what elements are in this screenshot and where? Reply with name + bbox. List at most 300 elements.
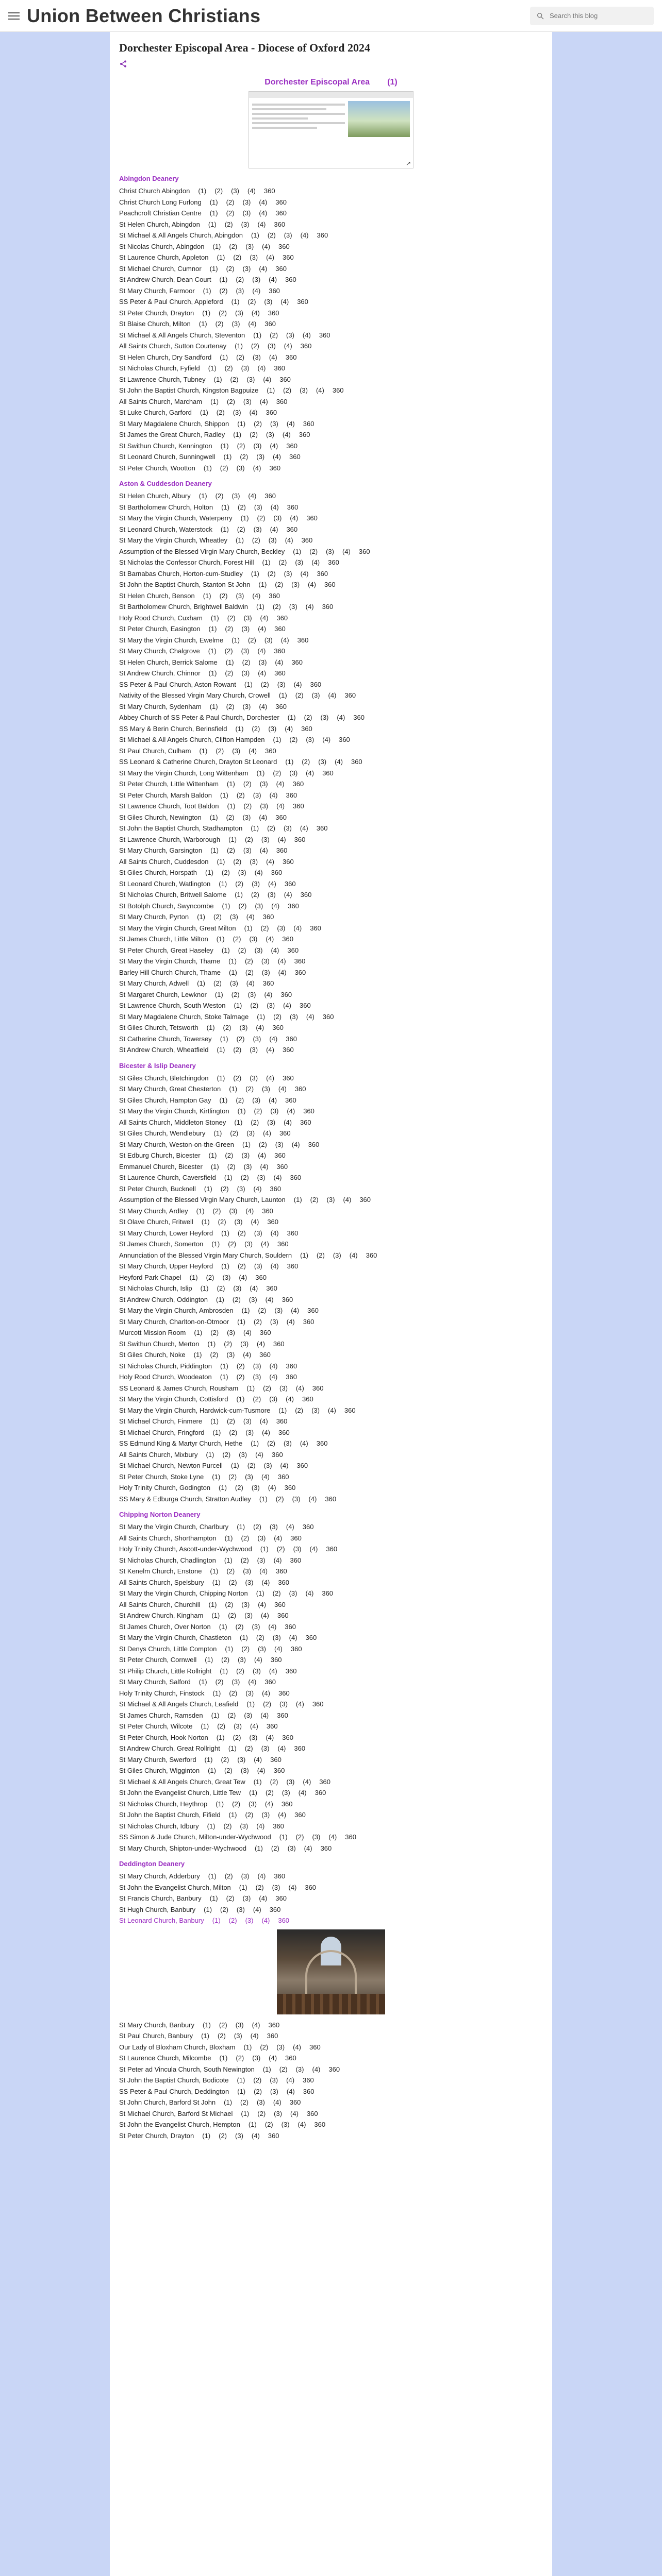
church-link[interactable]: (2) [270,331,278,339]
church-link[interactable]: 360 [266,409,277,416]
church-link[interactable]: (1) [194,1329,203,1336]
church-link[interactable]: (1) [237,1523,245,1531]
church-link[interactable]: (3) [252,1667,261,1675]
church-link[interactable]: (2) [255,1883,264,1891]
church-link[interactable]: 360 [300,1002,311,1009]
church-link[interactable]: (1) [208,364,217,372]
church-link[interactable]: 360 [294,1744,306,1752]
church-link[interactable]: (1) [230,1462,239,1469]
church-link[interactable]: (3) [244,1711,253,1719]
church-link[interactable]: (1) [217,253,225,261]
church-link[interactable]: (3) [243,614,252,622]
church-link[interactable]: (3) [286,1777,295,1786]
church-link[interactable]: (2) [233,1733,241,1741]
church-link[interactable]: (1) [207,1822,216,1830]
church-link[interactable]: (3) [287,1844,296,1852]
church-link[interactable]: 360 [276,1417,288,1425]
church-link[interactable]: (1) [197,913,205,921]
church-link[interactable]: (3) [252,353,261,361]
church-link[interactable]: (2) [224,1767,233,1774]
church-link[interactable]: (1) [209,813,218,821]
church-link[interactable]: (3) [250,1046,258,1054]
church-link[interactable]: (3) [270,1107,279,1115]
church-link[interactable]: (2) [240,2098,249,2106]
church-link[interactable]: (4) [260,1711,269,1719]
church-link[interactable]: 360 [286,1373,297,1381]
church-link[interactable]: 360 [270,1755,282,1764]
church-link[interactable]: (1) [239,1883,247,1891]
church-link[interactable]: (4) [245,1207,254,1215]
church-link[interactable]: (3) [231,1678,240,1686]
church-link[interactable]: (1) [219,1096,228,1104]
church-link[interactable]: (4) [257,220,266,228]
church-link[interactable]: (2) [316,1251,325,1259]
church-link[interactable]: 360 [274,1872,286,1880]
church-link[interactable]: (2) [229,242,238,250]
church-link[interactable]: (4) [246,979,255,987]
church-link[interactable]: (2) [227,1417,235,1425]
church-link[interactable]: (3) [233,1284,242,1292]
church-link[interactable]: (4) [270,442,278,450]
church-link[interactable]: 360 [353,714,365,721]
church-link[interactable]: (3) [311,1406,320,1414]
church-link[interactable]: 360 [297,298,308,306]
church-link[interactable]: (2) [304,714,312,721]
church-link[interactable]: (2) [236,1362,245,1370]
church-link[interactable]: 360 [290,1174,302,1181]
church-link[interactable]: (4) [260,1612,269,1619]
church-link[interactable]: (3) [250,1074,258,1082]
church-link[interactable]: (4) [269,1667,277,1675]
church-link[interactable]: (1) [220,442,229,450]
church-link[interactable]: 360 [358,547,370,555]
church-link[interactable]: (4) [284,891,292,899]
church-link[interactable]: (2) [226,264,235,273]
church-link[interactable]: (2) [247,298,256,306]
church-link[interactable]: (1) [228,957,237,965]
church-link[interactable]: (2) [233,1046,242,1054]
church-link[interactable]: (4) [277,835,286,843]
church-link[interactable]: (3) [253,1373,261,1381]
church-link[interactable]: (2) [224,1340,233,1348]
church-link[interactable]: (4) [286,2076,295,2084]
church-link[interactable]: (2) [278,558,287,566]
church-link[interactable]: (4) [349,1251,358,1259]
church-link[interactable]: (2) [232,1800,241,1808]
church-link[interactable]: 360 [322,603,334,611]
church-link[interactable]: 360 [271,869,283,876]
church-link[interactable]: (2) [254,2087,262,2095]
church-link[interactable]: 360 [268,2021,280,2029]
church-link[interactable]: 360 [296,1462,308,1469]
church-link[interactable]: (3) [243,1162,252,1171]
church-link[interactable]: (3) [252,879,260,888]
church-link[interactable]: (1) [229,1085,238,1093]
church-link[interactable]: (2) [257,514,266,522]
church-link[interactable]: (1) [202,309,211,317]
church-link[interactable]: (1) [208,669,217,677]
church-link[interactable]: (4) [290,514,299,522]
church-link[interactable]: (1) [220,353,228,361]
church-link[interactable]: (4) [248,1678,257,1686]
church-link[interactable]: (4) [308,581,316,588]
church-link[interactable]: (1) [221,1262,229,1270]
church-link[interactable]: 360 [264,320,276,328]
church-link[interactable]: (2) [225,625,234,633]
church-link[interactable]: (2) [237,1262,246,1270]
church-link[interactable]: (4) [266,1074,274,1082]
church-link[interactable]: (3) [289,1589,297,1597]
church-link[interactable]: (4) [271,902,280,910]
church-link[interactable]: (1) [228,835,237,843]
church-link[interactable]: (1) [197,979,205,987]
church-link[interactable]: (4) [271,946,279,954]
church-link[interactable]: 360 [312,1700,324,1708]
church-link[interactable]: (1) [273,736,282,743]
church-link[interactable]: (4) [327,1406,336,1414]
church-link[interactable]: (4) [309,1545,318,1553]
church-link[interactable]: (4) [306,769,315,777]
church-link[interactable]: (4) [284,342,292,350]
church-link[interactable]: 360 [290,1534,302,1542]
church-link[interactable]: (2) [271,1844,279,1852]
church-link[interactable]: (3) [282,1789,290,1797]
church-link[interactable]: (3) [268,724,277,733]
area-name-link[interactable]: Dorchester Episcopal Area [264,78,370,87]
church-link[interactable]: (4) [270,1229,279,1237]
church-link[interactable]: (1) [224,1556,233,1564]
church-link[interactable]: (3) [252,1622,260,1631]
church-link[interactable]: (2) [242,658,251,666]
church-link[interactable]: (4) [280,298,289,306]
church-link[interactable]: (3) [246,375,255,383]
church-link[interactable]: 360 [308,1140,320,1148]
church-link[interactable]: (3) [238,1656,246,1664]
church-link[interactable]: 360 [307,1307,319,1314]
church-link[interactable]: (3) [238,869,246,876]
church-link[interactable]: 360 [272,1024,284,1031]
church-link[interactable]: (4) [261,1578,270,1586]
church-link[interactable]: (3) [326,547,334,555]
church-link[interactable]: (1) [278,1406,287,1414]
church-link[interactable]: (3) [242,1894,251,1902]
church-link[interactable]: (1) [237,2076,245,2084]
church-link[interactable]: (4) [287,1107,295,1115]
church-link[interactable]: (2) [289,736,298,743]
church-link[interactable]: (3) [275,1140,284,1148]
church-link[interactable]: (1) [235,891,243,899]
church-link[interactable]: (2) [236,276,244,283]
church-link[interactable]: (2) [214,187,223,195]
church-link[interactable]: (3) [269,1395,278,1403]
church-link[interactable]: (3) [295,2065,304,2073]
church-link[interactable]: (3) [256,2098,265,2106]
church-link[interactable]: (1) [222,902,230,910]
church-link[interactable]: (4) [268,1484,276,1492]
church-link[interactable]: (2) [241,1645,250,1653]
church-link[interactable]: (4) [276,802,285,810]
church-link[interactable]: (1) [228,1744,237,1752]
church-link[interactable]: (3) [289,603,297,611]
church-link[interactable]: (4) [250,1722,258,1730]
church-link[interactable]: (4) [274,1534,283,1542]
church-link[interactable]: (1) [216,1800,224,1808]
church-link[interactable]: 360 [277,1240,289,1248]
church-link[interactable]: 360 [286,1362,297,1370]
church-link[interactable]: (3) [236,591,244,600]
church-link[interactable]: (4) [257,364,266,372]
church-link[interactable]: (3) [283,824,292,832]
church-link[interactable]: (2) [210,1329,219,1336]
church-link[interactable]: (3) [236,286,244,295]
church-link[interactable]: (2) [219,309,227,317]
church-link[interactable]: 360 [317,569,328,578]
church-link[interactable]: (1) [237,1107,246,1115]
church-link[interactable]: (2) [233,935,241,943]
church-link[interactable]: (2) [224,220,233,228]
church-link[interactable]: (3) [283,1439,292,1447]
church-link[interactable]: (2) [216,409,225,416]
church-link[interactable]: 360 [275,198,287,206]
church-link[interactable]: (2) [236,791,245,799]
church-link[interactable]: (3) [253,525,262,533]
church-link[interactable]: (3) [247,990,256,998]
church-link[interactable]: (4) [337,714,345,721]
church-link[interactable]: 360 [267,1218,279,1226]
church-link[interactable]: (4) [268,879,276,888]
church-link[interactable]: (2) [245,968,254,976]
church-link[interactable]: (4) [269,1373,278,1381]
church-link[interactable]: (2) [253,2076,262,2084]
church-link[interactable]: (3) [242,702,251,710]
church-link[interactable]: (3) [326,1196,335,1204]
church-link[interactable]: (1) [244,924,253,932]
church-link[interactable]: (3) [236,1905,245,1913]
church-link[interactable]: (3) [311,691,320,699]
church-link[interactable]: (4) [257,1340,265,1348]
church-link[interactable]: (4) [257,1872,266,1880]
church-link[interactable]: (3) [226,1351,235,1359]
church-link[interactable]: (2) [302,758,310,766]
church-link[interactable]: (2) [223,1024,231,1031]
church-link[interactable]: (1) [208,1767,216,1774]
church-link[interactable]: 360 [268,2131,279,2140]
church-link[interactable]: (4) [261,1917,270,1924]
church-link[interactable]: (3) [291,581,300,588]
church-link[interactable]: 360 [344,691,356,699]
church-link[interactable]: (2) [236,1667,244,1675]
church-link[interactable]: (4) [269,1362,278,1370]
church-link[interactable]: (2) [233,857,242,866]
church-link[interactable]: (1) [224,1174,233,1181]
church-link[interactable]: (1) [201,1218,210,1226]
church-link[interactable]: (2) [279,2065,288,2073]
church-link[interactable]: 360 [273,1340,285,1348]
search-input[interactable] [549,11,643,20]
church-link[interactable]: (2) [236,2054,244,2062]
church-link[interactable]: (3) [286,331,294,339]
church-link[interactable]: (4) [278,1085,287,1093]
church-link[interactable]: (1) [246,1384,255,1392]
church-link[interactable]: 360 [270,1184,282,1193]
church-link[interactable]: 360 [303,2087,315,2095]
church-link[interactable]: (3) [241,1872,250,1880]
church-link[interactable]: 360 [279,375,291,383]
church-link[interactable]: (2) [220,1184,229,1193]
church-link[interactable]: (2) [295,691,304,699]
church-link[interactable]: (1) [251,569,259,578]
church-link[interactable]: (3) [243,1417,252,1425]
church-link[interactable]: (3) [237,1755,246,1764]
church-link[interactable]: (4) [259,1894,268,1902]
church-link[interactable]: (4) [266,253,275,261]
church-link[interactable]: (1) [204,1755,213,1764]
church-link[interactable]: (1) [189,1273,198,1281]
church-link[interactable]: (1) [236,1395,245,1403]
church-link[interactable]: (4) [270,503,279,511]
church-link[interactable]: (1) [253,1777,262,1786]
church-link[interactable]: (1) [235,342,243,350]
church-link[interactable]: 360 [306,514,318,522]
church-link[interactable]: 360 [282,1733,293,1741]
church-link[interactable]: 360 [320,1844,332,1852]
church-link[interactable]: (2) [276,1545,285,1553]
church-link[interactable]: (2) [257,2109,266,2117]
church-link[interactable]: (1) [242,1140,251,1148]
church-link[interactable]: (1) [212,1917,221,1924]
church-link[interactable]: (1) [219,879,227,888]
church-link[interactable]: (2) [233,253,242,261]
church-link[interactable]: (2) [210,1351,219,1359]
church-link[interactable]: (4) [259,1417,268,1425]
church-link[interactable]: (2) [245,1811,254,1819]
church-link[interactable]: (4) [248,320,257,328]
church-link[interactable]: (1) [285,758,294,766]
church-link[interactable]: (1) [220,1035,228,1043]
map-preview-image[interactable] [249,91,413,168]
church-link[interactable]: 360 [303,1317,315,1326]
church-link[interactable]: (1) [211,1240,220,1248]
church-link[interactable]: (3) [279,1384,288,1392]
church-link[interactable]: (4) [258,1600,267,1608]
church-link[interactable]: (2) [228,1578,237,1586]
church-link[interactable]: 360 [263,187,275,195]
church-link[interactable]: (3) [252,2054,261,2062]
church-link[interactable]: 360 [269,1905,281,1913]
church-link[interactable]: (1) [237,2087,246,2095]
church-link[interactable]: (3) [242,264,251,273]
church-link[interactable]: (4) [290,2109,299,2117]
church-link[interactable]: 360 [264,492,276,500]
church-link[interactable]: (4) [316,386,324,394]
church-link[interactable]: (4) [254,869,263,876]
church-link[interactable]: (3) [231,492,240,500]
church-link[interactable]: 360 [309,2043,321,2051]
church-link[interactable]: (4) [269,1035,278,1043]
church-link[interactable]: 360 [278,1428,290,1436]
site-title[interactable]: Union Between Christians [27,5,261,26]
church-link[interactable]: (3) [245,242,254,250]
church-link[interactable]: 360 [339,736,350,743]
church-link[interactable]: (4) [259,198,268,206]
church-link[interactable]: (1) [208,1151,217,1159]
church-link[interactable]: (4) [285,724,293,733]
church-link[interactable]: (3) [254,1229,262,1237]
church-link[interactable]: (3) [245,1578,254,1586]
church-link[interactable]: 360 [276,614,288,622]
church-link[interactable]: (3) [243,1567,252,1575]
church-link[interactable]: (4) [253,1184,262,1193]
church-link[interactable]: (4) [269,1096,277,1104]
church-link[interactable]: (4) [269,276,277,283]
church-link[interactable]: (2) [252,536,260,544]
church-link[interactable]: (4) [300,569,309,578]
church-link[interactable]: 360 [332,386,344,394]
church-link[interactable]: 360 [299,431,310,438]
church-link[interactable]: (1) [234,1118,243,1126]
church-link[interactable]: (2) [258,1307,267,1314]
church-link[interactable]: (2) [254,1317,262,1326]
church-link[interactable]: (4) [259,1567,268,1575]
church-link[interactable]: (1) [262,558,271,566]
church-link[interactable]: (2) [220,1905,228,1913]
church-link[interactable]: (1) [241,1307,250,1314]
church-link[interactable]: (1) [209,209,218,217]
church-link[interactable]: (2) [229,1428,238,1436]
church-link[interactable]: 360 [277,1612,289,1619]
church-link[interactable]: 360 [344,1406,356,1414]
church-link[interactable]: (4) [266,935,274,943]
church-link[interactable]: (3) [267,1118,276,1126]
church-link[interactable]: (1) [239,1634,248,1641]
church-link[interactable]: 360 [278,1689,290,1697]
church-link[interactable]: (1) [200,409,208,416]
church-link[interactable]: (4) [259,846,268,854]
church-link[interactable]: (2) [275,1495,284,1503]
church-link[interactable]: (1) [216,935,225,943]
church-link[interactable]: (2) [240,1174,249,1181]
church-link[interactable]: (2) [228,1612,237,1619]
church-link[interactable]: (4) [254,1755,262,1764]
church-link[interactable]: (1) [203,464,212,472]
church-link[interactable]: (4) [252,591,261,600]
church-link[interactable]: 360 [303,419,315,428]
church-link[interactable]: (3) [270,2087,278,2095]
church-link[interactable]: (3) [253,1362,261,1370]
church-link[interactable]: (4) [286,1523,294,1531]
church-link[interactable]: (4) [311,558,320,566]
church-link[interactable]: 360 [277,1472,289,1481]
church-link[interactable]: (1) [196,1207,205,1215]
church-link[interactable]: 360 [275,264,287,273]
church-link[interactable]: (3) [267,342,276,350]
church-link[interactable]: 360 [302,1395,313,1403]
area-link[interactable]: (1) [387,78,398,87]
church-link[interactable]: 360 [287,1262,299,1270]
church-link[interactable]: (3) [256,453,265,461]
church-link[interactable]: (4) [300,1439,308,1447]
church-link[interactable]: (2) [260,924,269,932]
church-link[interactable]: (2) [225,669,234,677]
church-link[interactable]: 360 [301,536,313,544]
church-link[interactable]: 360 [294,1811,306,1819]
church-link[interactable]: (1) [237,419,246,428]
church-link[interactable]: (2) [236,1035,245,1043]
church-link[interactable]: (2) [267,569,276,578]
church-link[interactable]: (2) [236,1373,245,1381]
church-link[interactable]: (4) [258,669,267,677]
church-link[interactable]: (2) [295,1833,304,1841]
